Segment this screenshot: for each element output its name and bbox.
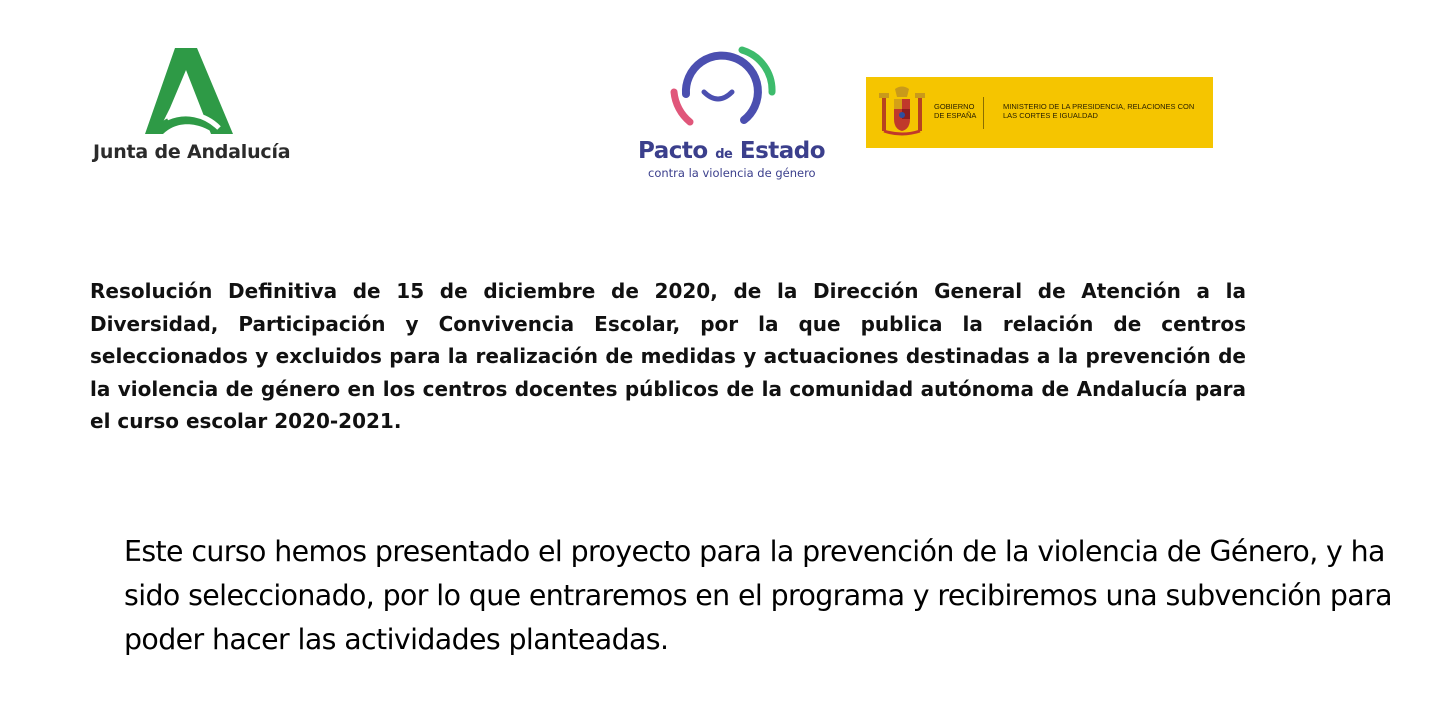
pacto-smile-emblem-icon [668,42,778,134]
banner-divider [983,97,984,129]
pacto-title-word-2: Estado [739,138,826,164]
pacto-title [638,138,825,164]
coat-of-arms-icon [876,85,928,141]
body-paragraph: Este curso hemos presentado el proyecto para la prevención de la violencia de Género, y ha sido seleccionado, por lo que entraremos en el programa y recibiremos una subvención para poder hacer las actividades planteadas. [124,535,1392,656]
resolution-heading: Resolución Definitiva de 15 de diciembre de 2020, de la Dirección General de Atención a la Diversidad, Participación y Convivencia Escolar, por la que publica la relación de centros seleccionados y excluidos para la realización de medidas y actuaciones destinadas a la prevención de la violencia de género en los centros docentes públicos de la comunidad autónoma de Andalucía para el curso escolar 2020-2021. [90,279,1246,433]
gobierno-label: GOBIERNO DE ESPAÑA [934,102,977,120]
ministerio-label: MINISTERIO DE LA PRESIDENCIA, RELACIONES CON LAS CORTES E IGUALDAD [1003,102,1195,120]
pacto-subtitle: contra la violencia de género [648,166,816,180]
junta-emblem-icon [145,48,240,136]
gobierno-espana-banner [866,77,1213,148]
pacto-title-word-1: Pacto [638,138,708,164]
junta-de-andalucia-logo [90,48,300,168]
pacto-de-estado-logo [628,42,826,187]
junta-name: Junta de Andalucía [93,141,291,163]
pacto-title-de: de [715,147,733,162]
